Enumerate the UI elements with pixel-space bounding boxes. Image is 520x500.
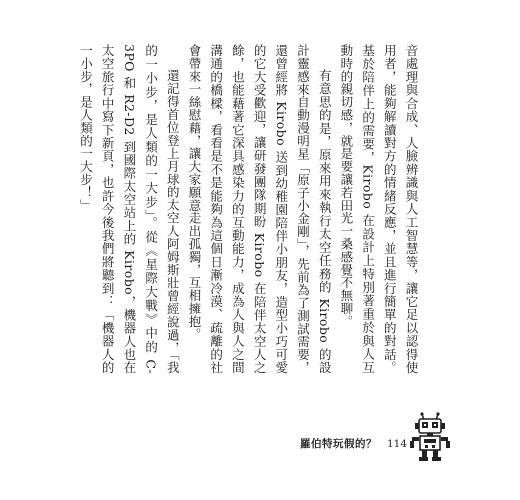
book-title: 羅伯特玩假的？ (300, 438, 377, 450)
paragraph-1: 音處理與合成、人臉辨識與人工智慧等，讓它足以認得使用者，能夠解讀對方的情緒反應，並且進行簡單的對話。基於陪伴上的需要，Kirobo 在設計上特別著重於與人互動時的親切感，就是要讓若田光一桑感覺不無聊。 (338, 44, 419, 374)
running-footer (300, 436, 407, 451)
robot-mascot-icon (408, 412, 452, 462)
paragraph-3: 還記得首位登上月球的太空人阿姆斯壯曾經說過，「我的一小步，是人類的一大步」。從《星際大戰》中的 C-3PO 和 R2-D2 到國際太空站上的 Kirobo，機器人也在太空旅行中寫下新頁，也許今後我們將聽到：「機器人的一小步，是人類的一大步！」 (78, 44, 181, 374)
page-number: 114 (387, 437, 408, 450)
vertical-text-block (75, 44, 422, 374)
paragraph-2: 有意思的是，原來用來執行太空任務的 Kirobo 的設計靈感來自動漫明星「原子小金剛」，先前為了測試需要，還曾經將 Kirobo 送到幼稚園陪伴小朋友，造型小巧可愛的它大受歡迎，讓研發團隊期盼 Kirobo 在陪伴太空人之餘，也能藉著它深具感染力的互動能力，成為人與人之間溝通的橋樑，看看是不是能夠為這個日漸冷漠、疏離的社會帶來一絲慰藉，讓大家願意走出孤獨，互相擁抱。 (186, 44, 333, 374)
